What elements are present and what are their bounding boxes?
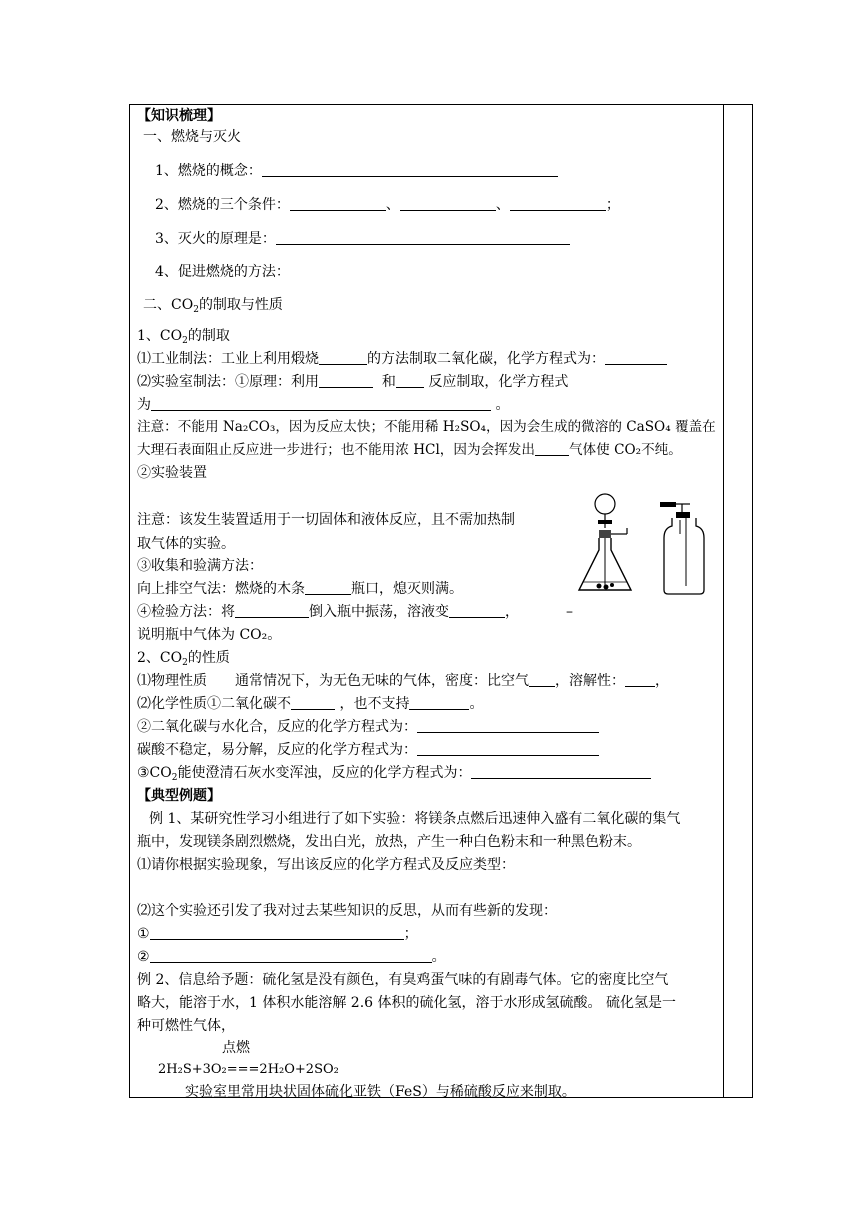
example1-question2: ⑵这个实验还引发了我对过去某些知识的反思，从而有些新的发现： <box>137 903 557 919</box>
part2-title: 二、$CO_2$的制取与性质 <box>143 297 283 315</box>
carbonic-decompose: 碳酸不稳定，易分解，反应的化学方程式为： <box>137 741 599 759</box>
answer-blank[interactable] <box>417 741 599 756</box>
q4-promote-combustion: 4、促进燃烧的方法： <box>155 264 290 280</box>
examples-heading: 【典型例题】 <box>137 788 221 804</box>
knowledge-heading: 【知识梳理】 <box>137 108 221 124</box>
note-apparatus-1: 注意：该发生装置适用于一切固体和液体反应，且不需加热制 <box>137 512 515 528</box>
example1-line1: 例 1、某研究性学习小组进行了如下实验：将镁条点燃后迅速伸入盛有二氧化碳的集气 <box>149 811 681 827</box>
test-method: ④检验方法：将 倒入瓶中振荡，溶液变 ， <box>137 604 519 620</box>
lab-method: ⑵实验室制法：①原理：利用 和 反应制取，化学方程式 <box>137 374 569 390</box>
answer-blank[interactable] <box>262 162 558 177</box>
example2-line3: 种可燃性气体， <box>137 1018 235 1034</box>
answer-blank[interactable] <box>471 764 651 779</box>
reaction-condition: 点燃 <box>222 1040 250 1056</box>
answer-blank[interactable] <box>400 196 496 211</box>
water-reaction: ②二氧化碳与水化合，反应的化学方程式为： <box>137 718 599 736</box>
note-lab-1: 注意：不能用 Na₂CO₃，因为反应太快；不能用稀 H₂SO₄，因为会生成的微溶的 CaSO₄ 覆盖在 <box>137 419 716 435</box>
answer-blank[interactable] <box>150 925 404 940</box>
example1-line2: 瓶中，发现镁条剧烈燃烧，发出白光，放热，产生一种白色粉末和一种黑色粉末。 <box>137 834 641 850</box>
q3-extinguish-principle: 3、灭火的原理是： <box>155 230 570 248</box>
answer-blank[interactable] <box>235 603 309 618</box>
answer-blank[interactable] <box>625 672 655 687</box>
answer-blank[interactable] <box>150 948 432 963</box>
collect-upward: 向上排空气法：燃烧的木条 瓶口，熄灭则满。 <box>137 581 463 597</box>
example2-line4: 实验室里常用块状固体硫化亚铁（FeS）与稀硫酸反应来制取。 <box>185 1084 576 1100</box>
answer-blank[interactable] <box>305 580 351 595</box>
table-divider <box>723 104 724 1098</box>
example1-answer2: ② 。 <box>137 949 446 965</box>
answer-blank[interactable] <box>605 350 667 365</box>
combustion-equation: 2H₂S+3O₂===2H₂O+2SO₂ <box>158 1062 339 1077</box>
q2-combustion-conditions: 2、燃烧的三个条件： 、 、 ； <box>155 197 620 213</box>
answer-blank[interactable] <box>290 196 386 211</box>
answer-blank[interactable] <box>510 196 606 211</box>
q1-combustion-concept: 1、燃烧的概念： <box>155 162 558 180</box>
collect-title: ③收集和验满方法： <box>137 558 263 574</box>
example1-question1: ⑴请你根据实验现象，写出该反应的化学方程式及反应类型： <box>137 857 515 873</box>
part1-title: 一、燃烧与灭火 <box>143 129 241 145</box>
physical-properties: ⑴物理性质 通常情况下，为无色无味的气体，密度：比空气 ，溶解性： ， <box>137 673 669 689</box>
example2-line1: 例 2、信息给予题：硫化氢是没有颜色，有臭鸡蛋气味的有剧毒气体。它的密度比空气 <box>137 972 669 988</box>
answer-blank[interactable] <box>535 441 569 456</box>
answer-blank[interactable] <box>151 396 491 411</box>
answer-blank[interactable] <box>396 373 424 388</box>
example1-answer1: ① ； <box>137 926 418 942</box>
flask-apparatus-icon <box>575 490 635 600</box>
properties-title: 2、$CO_2$的性质 <box>137 650 230 668</box>
answer-blank[interactable] <box>276 230 570 245</box>
answer-blank[interactable] <box>319 373 373 388</box>
answer-blank[interactable] <box>319 350 367 365</box>
answer-blank[interactable] <box>529 672 555 687</box>
apparatus-title: ②实验装置 <box>137 465 207 481</box>
note-lab-2: 大理石表面阻止反应进一步进行；也不能用浓 HCl，因为会挥发出 气体使 CO₂不纯。 <box>137 442 682 458</box>
lab-equation: 为 。 <box>137 397 510 413</box>
limewater-reaction: $③CO_2$能使澄清石灰水变浑浊，反应的化学方程式为： <box>137 764 651 782</box>
co2-make-title: 1、$CO_2$的制取 <box>137 328 230 346</box>
answer-blank[interactable] <box>291 695 335 710</box>
example2-line2: 略大，能溶于水，1 体积水能溶解 2.6 体积的硫化氢，溶于水形成氢硫酸。 硫化氢是一 <box>137 995 676 1011</box>
answer-blank[interactable] <box>449 603 505 618</box>
dash-mark: – <box>566 604 573 620</box>
test-result: 说明瓶中气体为 CO₂。 <box>137 627 282 643</box>
industry-method: ⑴工业制法：工业上利用煅烧 的方法制取二氧化碳，化学方程式为： <box>137 350 667 368</box>
gas-bottle-icon <box>654 498 710 598</box>
answer-blank[interactable] <box>417 718 599 733</box>
answer-blank[interactable] <box>409 695 469 710</box>
note-apparatus-2: 取气体的实验。 <box>137 536 235 552</box>
chemical-properties: ⑵化学性质①二氧化碳不 ，也不支持 。 <box>137 696 484 712</box>
